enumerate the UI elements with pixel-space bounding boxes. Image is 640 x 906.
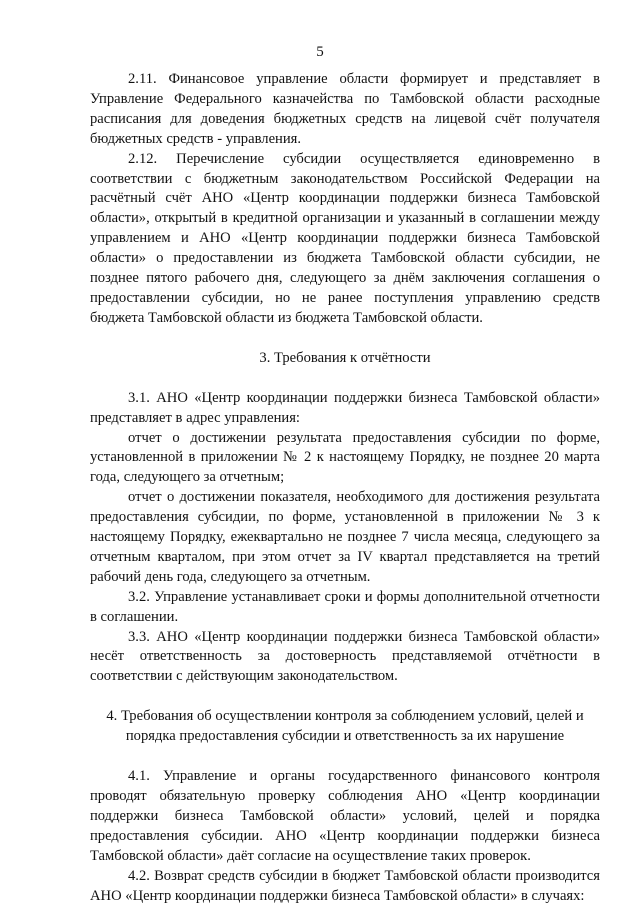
document-body [90,70,600,906]
paragraph-2-11: 2.11. Финансовое управление области формирует и представляет в Управление Федерального казначейства по Тамбовской области расходные расписания для доведения бюджетных средств на лицевой счёт получателя бюджетных средств - управления. [90,71,600,147]
section-4-heading: 4. Требования об осуществлении контроля за соблюдением условий, целей и порядка предоставления субсидии и ответственность за их нарушение [106,708,584,745]
paragraph-3-1: 3.1. АНО «Центр координации поддержки бизнеса Тамбовской области» представляет в адрес управления: [90,389,600,426]
paragraph-3-3: 3.3. АНО «Центр координации поддержки бизнеса Тамбовской области» несёт ответственность за достоверность представляемой отчётности в соответствии с действующим законодательством. [90,628,600,685]
paragraph-4-1: 4.1. Управление и органы государственного финансового контроля проводят обязательную проверку соблюдения АНО «Центр координации поддержки бизнеса Тамбовской области» условий, целей и порядка предоставления субсидии. АНО «Центр координации поддержки бизнеса Тамбовской области» даёт согласие на осуществление таких проверок. [90,768,600,864]
paragraph-2-12: 2.12. Перечисление субсидии осуществляется единовременно в соответствии с бюджетным законодательством Российской Федерации на расчётный счёт АНО «Центр координации поддержки бизнеса Тамбовской области», открытый в кредитной организации и указанный в соглашении между управлением и АНО «Центр координации поддержки бизнеса Тамбовской области» о предоставлении из бюджета Тамбовской области субсидии, не позднее пятого рабочего дня, следующего за днём заключения соглашения о предоставлении субсидии, но не ранее поступления управлению средств бюджета Тамбовской области из бюджета Тамбовской области. [90,150,600,326]
paragraph-3-2: 3.2. Управление устанавливает сроки и формы дополнительной отчетности в соглашении. [90,588,600,625]
spacer [90,747,600,767]
spacer [90,369,600,389]
paragraph-4-2: 4.2. Возврат средств субсидии в бюджет Тамбовской области производится АНО «Центр координации поддержки бизнеса Тамбовской области» в случаях: [90,867,600,904]
spacer [90,687,600,707]
report-item-1: отчет о достижении результата предоставления субсидии по форме, установленной в приложении № 2 к настоящему Порядку, не позднее 20 марта года, следующего за отчетным; [90,429,600,486]
section-3-heading: 3. Требования к отчётности [259,349,431,366]
page-number: 5 [316,44,324,60]
report-item-2: отчет о достижении показателя, необходимого для достижения результата предоставления субсидии, по форме, установленной в приложении № 3 к настоящему Порядку, ежеквартально не позднее 7 числа месяца, следующего за отчетным кварталом, при этом отчет за IV квартал представляется на третий рабочий день года, следующего за отчетным. [90,489,600,585]
spacer [90,329,600,349]
